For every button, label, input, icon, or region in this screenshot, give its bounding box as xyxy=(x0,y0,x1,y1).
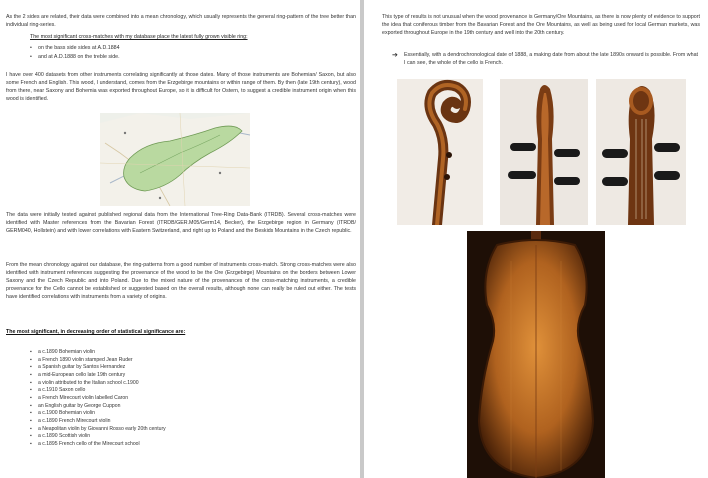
region-map-image xyxy=(100,113,250,206)
bullet-icon: • xyxy=(30,45,32,51)
cello-back-icon xyxy=(467,231,605,478)
list-item: ▪ a c.1895 French cello of the Mirecourt school xyxy=(30,441,166,449)
list-item: ▪ a c.1900 Bohemian violin xyxy=(30,410,166,418)
list-item: ▪ an English guitar by George Cuppon xyxy=(30,403,166,411)
bullet-icon: • xyxy=(30,54,32,60)
cello-pegbox-icon xyxy=(500,79,588,225)
list-item: ▪ a mid-European cello late 19th century xyxy=(30,372,166,380)
list-item: ▪ a French 1890 violin stamped Jean Ruder xyxy=(30,357,166,365)
bass-side-text: on the bass side sides at A.D.1884 xyxy=(38,45,120,51)
right-page xyxy=(364,0,708,478)
treble-side-text: and at A.D.1888 on the treble side. xyxy=(38,54,120,60)
list-item: ▪ a c.1910 Saxon cello xyxy=(30,387,166,395)
pegbox-back-photo xyxy=(500,79,588,225)
scroll-side-photo xyxy=(397,79,483,225)
cello-back-photo xyxy=(467,231,605,478)
list-item: ▪ a French Mirecourt violin labelled Caron xyxy=(30,395,166,403)
conclusion-text: Essentially, with a dendrochronological date of 1888, a making date from about the late 1890s onward is possible. From what I can see, the whole of the cello is French. xyxy=(404,52,698,66)
datasets-paragraph: I have over 400 datasets from other instruments correlating significantly at those dates. Many of those instruments are Bohemian/ Saxon, but also some French and English. This wood, I understand, comes from the Erzgebirge mountains or within range of them. By then (late 19th century), wood from there, near Saxony and Bohemia was exported throughout Europe, so it is difficult for Ostern, to suggest a credible instrument origin when this wood is identified. xyxy=(6,72,356,102)
conclusion-note xyxy=(392,52,698,68)
region-map-icon xyxy=(100,113,250,206)
bass-side-bullet xyxy=(30,45,120,53)
cross-match-heading: The most significant cross-matches with my database place the latest fully grown visible ring: xyxy=(30,34,248,40)
treble-side-bullet xyxy=(30,54,120,62)
itrdb-paragraph: The data were initially tested against published regional data from the International Tree-Ring Data-Bank (ITRDB). Several cross-matches were identified with Master references from the Bavarian Forest (ITRDB/GER.M05/Germ14, Becker), the Erzgebirge region in Germany (ITRDB/ GERM040, Hollstein) and with lower correlations with Eastern Switzerland, and right up to Poland and the Beskids Mountains in the Czech republic. xyxy=(6,212,356,234)
provenance-paragraph: This type of results is not unusual when the wood provenance is Germany/Ore Mountains, as there is now plenty of evidence to support the idea that coniferous timber from the Bavarian Forest and the Ore Mountains, as well as being used for local German markets, was exported throughout Europe in the 19th century and well into the 20th century. xyxy=(382,14,700,36)
list-item: ▪ a violin attributed to the Italian school c.1900 xyxy=(30,380,166,388)
list-item: ▪ a c.1890 Scottish violin xyxy=(30,433,166,441)
mean-chronology-paragraph: From the mean chronology against our database, the ring-patterns from a good number of instruments cross-match. Strong cross-matches were also identified with instrument references suggesting the provenance of the wood to be the Ore (Erzgebirge) Mountains on the borders between Lower Saxony and the Czech Republic and into Poland. Due to the mixed nature of the provenances of the cross-matching instruments, a credible provenance for the Cello cannot be established or suggested based on the overall results, although none can really be ruled out either. The tests have identified correlations with instruments from a variety of origins. xyxy=(6,262,356,300)
cello-scroll-icon xyxy=(397,79,483,225)
arrow-icon: ➔ xyxy=(392,52,398,59)
list-heading: The most significant, in decreasing order of statistical significance are: xyxy=(6,329,186,335)
instrument-list xyxy=(30,349,166,449)
list-item: ▪ a Neapolitan violin by Giovanni Rosso early 20th century xyxy=(30,426,166,434)
list-item: ▪ a c.1890 Bohemian violin xyxy=(30,349,166,357)
list-item: ▪ a c.1890 French Mirecourt violin xyxy=(30,418,166,426)
pegbox-front-photo xyxy=(596,79,686,225)
intro-paragraph: As the 2 sides are related, their data were combined into a mean chronology, which usually represents the general ring-pattern of the tree better than individual ring-series. xyxy=(6,14,356,28)
list-item: ▪ a Spanish guitar by Santos Hernandez xyxy=(30,364,166,372)
cello-pegbox-front-icon xyxy=(596,79,686,225)
